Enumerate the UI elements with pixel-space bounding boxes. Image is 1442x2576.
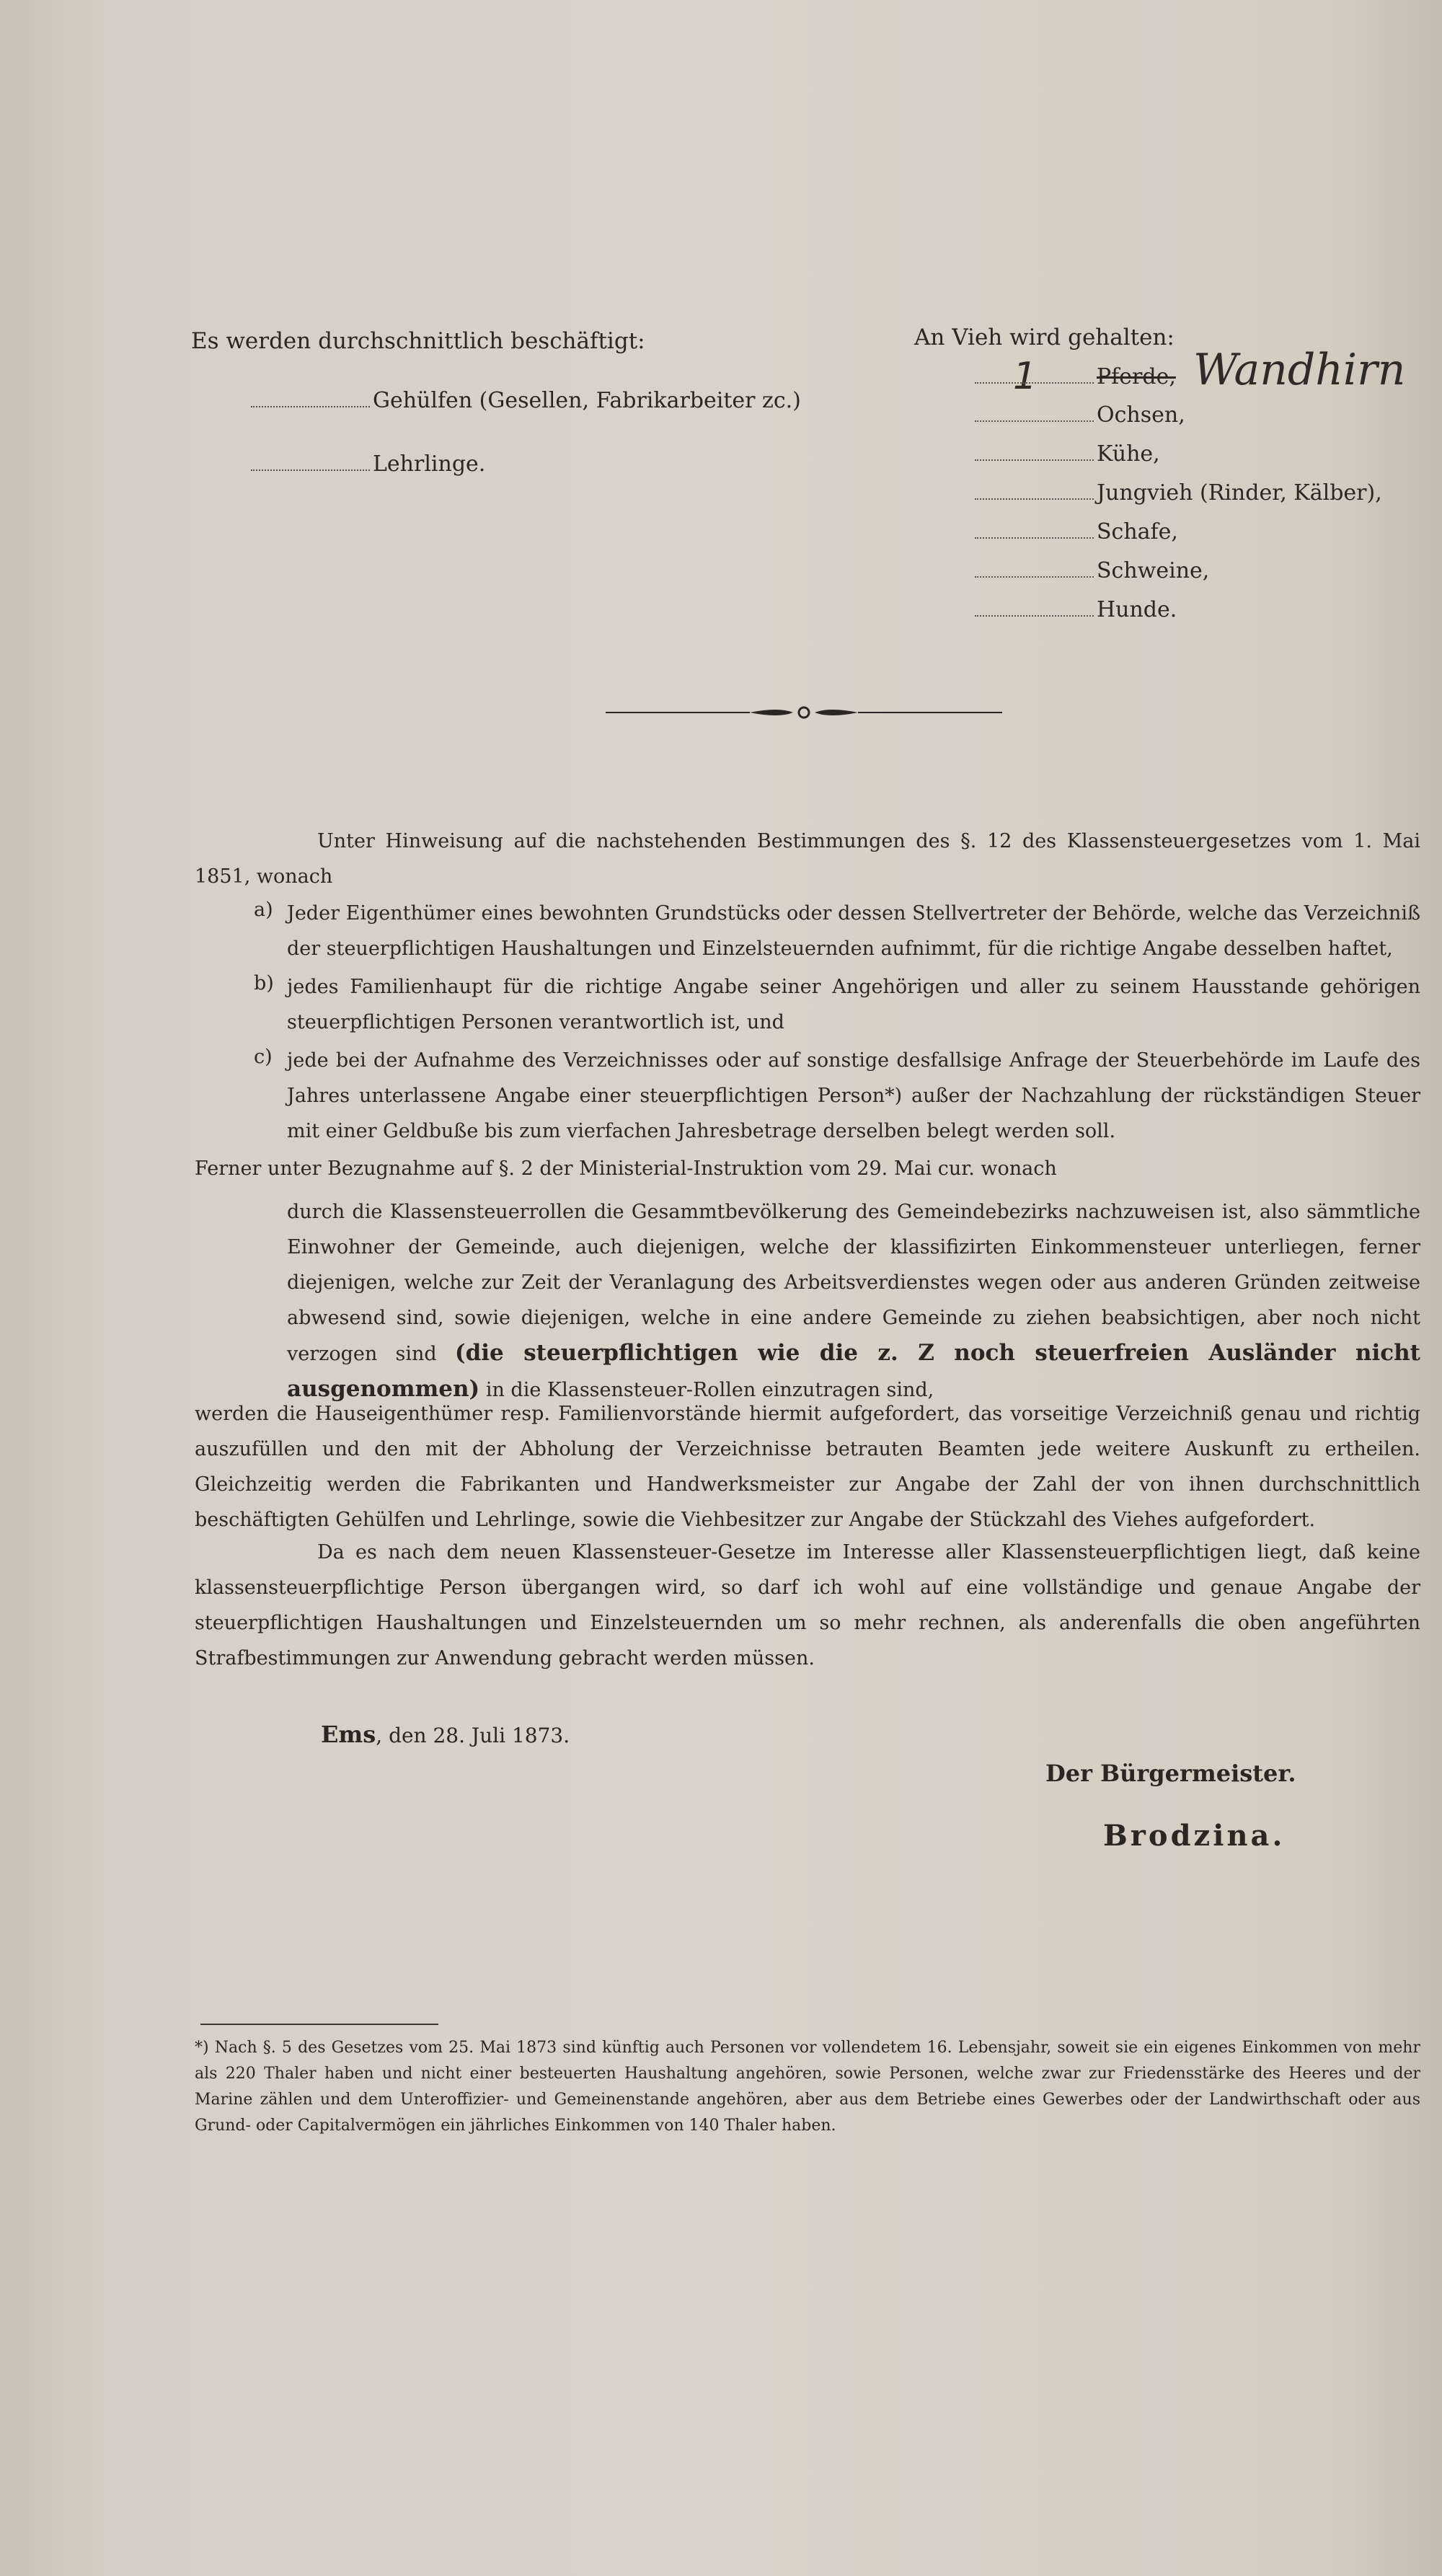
livestock-row-schafe [975,519,1178,545]
date: , den 28. Juli 1873. [376,1724,570,1747]
intro-paragraph: Unter Hinweisung auf die nachstehenden Bestimmungen des §. 12 des Klassensteuergesetzes vom 1. Mai 1851, wonach [195,830,1420,888]
livestock-label-kuehe: Kühe, [1097,441,1160,467]
item-a-letter: a) [254,899,273,921]
blank-field-hunde[interactable] [975,598,1094,617]
ornament-divider [606,698,1002,727]
place-date [321,1721,570,1748]
footnote: *) Nach §. 5 des Gesetzes vom 25. Mai 1873 sind künftig auch Personen vor vollendetem 16. Lebensjahr, soweit sie ein eigenes Einkommen von mehr als 220 Thaler haben und nicht einer besteuerten Haushaltung angehören, sowie Personen, welche zwar zur Friedensstärke des Heeres und der Marine zählen und dem Unteroffizier- und Gemeinenstande angehören, aber aus dem Betriebe eines Gewerbes oder der Landwirthschaft oder aus Grund- oder Capitalvermögen ein jährliches Einkommen von 140 Thaler haben. [195,2039,1420,2135]
blank-field-jungvieh[interactable] [975,481,1094,500]
werden-paragraph: werden die Hauseigenthümer resp. Familienvorstände hiermit aufgefordert, das vorseitige Verzeichniß genau und richtig auszufüllen und den mit der Abholung der Verzeichnisse betrauten Beamten jede weitere Auskunft zu ertheilen. Gleichzeitig werden die Fabrikanten und Handwerksmeister zur Angabe der Zahl der von ihnen durchschnittlich beschäftigten Gehülfen und Lehrlinge, sowie die Viehbesitzer zur Angabe der Stückzahl des Viehes aufgefordert. [195,1403,1420,1531]
livestock-label-pferde: Pferde, [1097,364,1176,389]
blank-field-kuehe[interactable] [975,442,1094,461]
handwritten-annotation: Wandhirn [1193,345,1406,395]
workers-row-lehrlinge [251,451,485,477]
indented-text: durch die Klassensteuerrollen die Gesammtbevölkerung des Gemeindebezirks nachzuweisen ist, also sämmtliche Einwohner der Gemeinde, auch diejenigen, welche der klassifizirten Einkommensteuer unterliegen, ferner diejenigen, welche zur Zeit der Veranlagung des Arbeitsverdienstes wegen oder aus anderen Gründen zeitweise abwesend sind, sowie diejenigen, welche in eine andere Gemeinde zu ziehen beabsichtigen, aber noch nicht verzogen sind [287,1201,1420,1365]
indented-text-end: in die Klassensteuer-Rollen einzutragen sind, [485,1379,934,1401]
item-b-text: jedes Familienhaupt für die richtige Angabe seiner Angehörigen und aller zu seinem Hausstande gehörigen steuerpflichtigen Personen verantwortlich ist, und [287,976,1420,1033]
workers-label-lehrlinge: Lehrlinge. [373,451,486,477]
livestock-label-schafe: Schafe, [1097,519,1178,544]
livestock-row-schweine [975,558,1209,584]
item-c-letter: c) [254,1046,273,1068]
blank-field-schweine[interactable] [975,559,1094,578]
blank-field-gehuelfen[interactable] [251,389,370,407]
workers-label-gehuelfen: Gehülfen (Gesellen, Fabrikarbeiter zc.) [373,388,801,413]
livestock-row-kuehe [975,441,1160,467]
indented-paragraph [287,1194,1420,1408]
da-paragraph: Da es nach dem neuen Klassensteuer-Gesetze im Interesse aller Klassensteuerpflichtigen liegt, daß keine klassensteuerpflichtige Person übergangen wird, so darf ich wohl auf eine vollständige und genaue Angabe der steuerpflichtigen Haushaltungen und Einzelsteuernden um so mehr rechnen, als anderenfalls die oben angeführten Strafbestimmungen zur Anwendung gebracht werden müssen. [195,1541,1420,1669]
livestock-row-jungvieh [975,480,1382,506]
livestock-label-ochsen: Ochsen, [1097,402,1185,428]
livestock-label-jungvieh: Jungvieh (Rinder, Kälber), [1097,480,1382,506]
item-b-letter: b) [254,972,274,994]
livestock-row-hunde [975,597,1177,623]
item-c-text: jede bei der Aufnahme des Verzeichnisses oder auf sonstige desfallsige Anfrage der Steuerbehörde im Laufe des Jahres unterlassene Angabe einer steuerpflichtigen Person*) außer der Nachzahlung der rückständigen Steuer mit einer Geldbuße bis zum vierfachen Jahresbetrage derselben belegt werden soll. [287,1049,1420,1142]
item-a-text: Jeder Eigenthümer eines bewohnten Grundstücks oder dessen Stellvertreter der Behörde, welche das Verzeichniß der steuerpflichtigen Haushaltungen und Einzelsteuernden aufnimmt, für die richtige Angabe desselben haftet, [287,902,1420,960]
ferner-paragraph: Ferner unter Bezugnahme auf §. 2 der Ministerial-Instruktion vom 29. Mai cur. wonach [195,1157,1057,1180]
left-header: Es werden durchschnittlich beschäftigt: [191,328,645,354]
footnote-rule [200,2024,438,2025]
workers-row-gehuelfen [251,388,801,414]
handwritten-count: 1 [1013,355,1038,398]
blank-field-lehrlinge[interactable] [251,452,370,471]
livestock-row-ochsen [975,402,1185,428]
livestock-label-schweine: Schweine, [1097,558,1210,583]
livestock-row-pferde [975,364,1176,390]
signature-title: Der Bürgermeister. [1045,1760,1296,1787]
blank-field-schafe[interactable] [975,520,1094,539]
blank-field-ochsen[interactable] [975,403,1094,422]
blank-field-pferde[interactable] [975,365,1094,384]
place: Ems [321,1721,376,1748]
livestock-label-hunde: Hunde. [1097,597,1177,622]
indented-bold-text: (die steuerpflichtigen wie die z. Z noch steuerfreien Ausländer nicht ausgenommen) [287,1340,1420,1402]
right-header: An Vieh wird gehalten: [914,325,1175,350]
signature-name: Brodzina. [1103,1819,1286,1853]
